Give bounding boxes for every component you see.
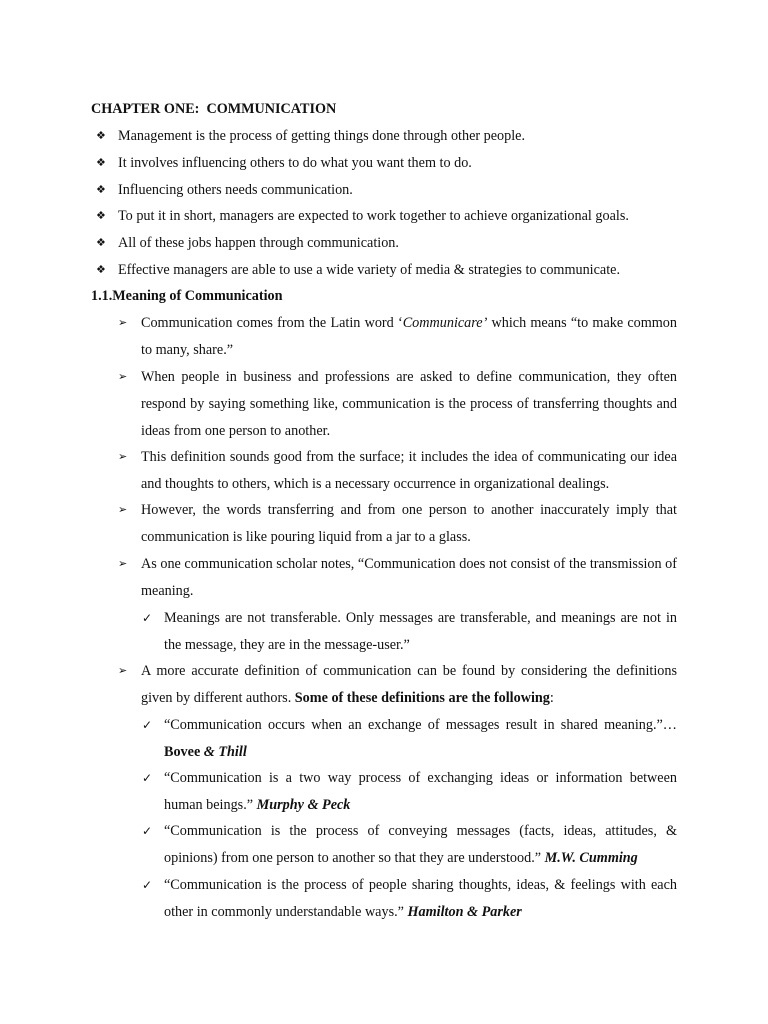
intro-bullet-text: Management is the process of getting things done through other people. xyxy=(118,128,526,144)
diamond-bullet-icon: ❖ xyxy=(96,209,106,222)
definition-author: M.W. Cumming xyxy=(544,849,638,866)
definition-quote: “Communication is a two way process of exchanging ideas or information between human beings.” Murphy & Peck xyxy=(164,770,677,813)
check-bullet-icon: ✓ xyxy=(142,611,153,625)
arrow-item xyxy=(118,497,677,551)
paragraph-business-definition: When people in business and professions are asked to define communication, they often respond by saying something like, communication is the process of transferring thoughts and ideas from one person to another. xyxy=(141,369,677,439)
check-bullet-icon: ✓ xyxy=(142,878,153,892)
paragraph-scholar-note: As one communication scholar notes, “Communication does not consist of the transmission of meaning. xyxy=(141,556,677,599)
paragraph-latin-origin: Communication comes from the Latin word ‘Communicare’ which means “to make common to many, share.” xyxy=(141,315,677,358)
definition-quote: “Communication is the process of conveying messages (facts, ideas, attitudes, & opinions) from one person to another so that they are understood.” M.W. Cumming xyxy=(164,823,677,866)
arrow-item xyxy=(118,364,677,444)
arrow-bullet-icon: ➢ xyxy=(118,557,128,570)
definition-quote: “Communication occurs when an exchange of messages result in shared meaning.”… Bovee & Thill xyxy=(164,717,677,760)
paragraph-transferring: However, the words transferring and from one person to another inaccurately imply that communication is like pouring liquid from a jar to a glass. xyxy=(141,502,677,545)
check-item xyxy=(142,872,677,926)
arrow-bullet-icon: ➢ xyxy=(118,450,128,463)
intro-bullet-text: To put it in short, managers are expected to work together to achieve organizational goals. xyxy=(118,208,629,224)
diamond-bullet-icon: ❖ xyxy=(96,183,106,196)
paragraph-accurate-definition: A more accurate definition of communication can be found by considering the definitions given by different authors. Some of these definitions are the following: xyxy=(141,663,677,706)
definition-author: Bovee xyxy=(164,743,204,760)
definition-author: & Thill xyxy=(203,743,247,760)
definition-quote: “Communication is the process of people sharing thoughts, ideas, & feelings with each other in commonly understandable ways.” Hamilton & Parker xyxy=(164,877,677,920)
arrow-item xyxy=(118,658,677,712)
arrow-bullet-icon: ➢ xyxy=(118,664,128,677)
check-item xyxy=(142,712,677,766)
definition-author: Murphy & Peck xyxy=(256,796,351,813)
paragraph-meanings: Meanings are not transferable. Only messages are transferable, and meanings are not in the message, they are in the message-user.” xyxy=(164,610,677,653)
intro-bullet-text: Influencing others needs communication. xyxy=(118,182,353,198)
diamond-bullet-icon: ❖ xyxy=(96,156,106,169)
paragraph-definition-surface: This definition sounds good from the surface; it includes the idea of communicating our idea and thoughts to others, which is a necessary occurrence in organizational dealings. xyxy=(141,449,677,492)
check-item xyxy=(142,765,677,819)
check-item xyxy=(142,605,677,659)
arrow-item xyxy=(118,551,677,605)
check-bullet-icon: ✓ xyxy=(142,771,153,785)
diamond-bullet-icon: ❖ xyxy=(96,129,106,142)
arrow-bullet-icon: ➢ xyxy=(118,503,128,516)
intro-bullet-text: It involves influencing others to do what you want them to do. xyxy=(118,155,472,171)
diamond-bullet-icon: ❖ xyxy=(96,236,106,249)
arrow-item xyxy=(118,444,677,498)
intro-bullet-text: Effective managers are able to use a wide variety of media & strategies to communicate. xyxy=(118,262,621,278)
arrow-bullet-icon: ➢ xyxy=(118,316,128,329)
check-bullet-icon: ✓ xyxy=(142,718,153,732)
check-item xyxy=(142,818,677,872)
arrow-bullet-icon: ➢ xyxy=(118,370,128,383)
intro-bullet-text: All of these jobs happen through communication. xyxy=(118,235,399,251)
definition-author: Hamilton & Parker xyxy=(407,903,522,920)
section-heading: 1.1.Meaning of Communication xyxy=(91,288,283,304)
check-bullet-icon: ✓ xyxy=(142,824,153,838)
chapter-title: CHAPTER ONE: COMMUNICATION xyxy=(91,101,337,117)
arrow-item xyxy=(118,310,677,364)
diamond-bullet-icon: ❖ xyxy=(96,263,106,276)
